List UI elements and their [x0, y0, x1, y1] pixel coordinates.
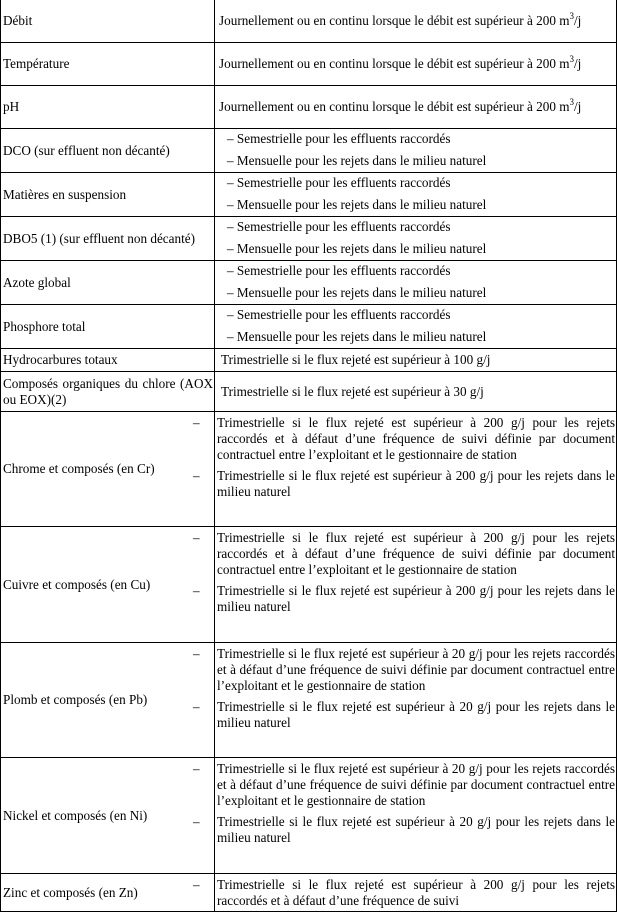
frequency-cell [215, 43, 617, 86]
frequency-item: – Mensuelle pour les rejets dans le milieu naturel [227, 153, 487, 168]
table-row [1, 129, 617, 173]
frequency-item: – Semestrielle pour les effluents raccordés [227, 219, 451, 234]
table-row [1, 305, 617, 349]
frequency-cell [193, 874, 617, 912]
frequency-cell [193, 758, 617, 874]
frequency-cell [215, 261, 617, 305]
table-row [1, 0, 617, 43]
parameter-cell: Phosphore total [1, 305, 215, 349]
parameter-cell: Zinc et composés (en Zn) [1, 874, 215, 912]
parameter-cell: Azote global [1, 261, 215, 305]
frequency-text: Trimestrielle si le flux rejeté est supérieur à 30 g/j [221, 383, 484, 399]
table-row [1, 43, 617, 86]
frequency-item: – Trimestrielle si le flux rejeté est supérieur à 200 g/j pour les rejets raccordés et à défaut d’une fréquence de suivi définie par document contractuel entre l’exploitant et le gestionnaire de station [193, 415, 615, 462]
parameter-cell: Nickel et composés (en Ni) [1, 758, 215, 874]
table-row [1, 643, 617, 758]
dash-bullet: – [193, 468, 200, 483]
parameter-cell: Matières en suspension [1, 173, 215, 217]
table-row [1, 412, 617, 527]
frequency-cell [215, 129, 617, 173]
parameter-cell: Débit [1, 0, 215, 43]
unit-exponent: 3 [569, 10, 574, 21]
frequency-item: – Trimestrielle si le flux rejeté est supérieur à 20 g/j pour les rejets dans le milieu naturel [193, 699, 615, 730]
dash-bullet: – [193, 646, 200, 661]
parameter-cell: pH [1, 86, 215, 129]
parameter-cell: DCO (sur effluent non décanté) [1, 129, 215, 173]
parameter-cell: Cuivre et composés (en Cu) [1, 527, 215, 643]
frequency-item: – Mensuelle pour les rejets dans le milieu naturel [227, 329, 487, 344]
frequency-cell [215, 0, 617, 43]
frequency-text: Journellement ou en continu lorsque le débit est supérieur à 200 $m^3/j$ [219, 10, 582, 28]
frequency-item: – Semestrielle pour les effluents raccordés [227, 307, 451, 322]
frequency-text: Trimestrielle si le flux rejeté est supérieur à 100 g/j [221, 352, 491, 367]
table-row [1, 372, 617, 412]
table-row [1, 349, 617, 372]
table-row [1, 261, 617, 305]
unit-exponent: 3 [569, 53, 574, 64]
frequency-cell [193, 643, 617, 758]
dash-bullet: – [193, 814, 200, 829]
unit-exponent: 3 [569, 96, 574, 107]
parameter-cell: Composés organiques du chlore (AOX ou EOX)(2) [1, 372, 215, 412]
parameter-cell: Température [1, 43, 215, 86]
frequency-item: – Trimestrielle si le flux rejeté est supérieur à 200 g/j pour les rejets dans le milieu naturel [193, 468, 615, 499]
frequency-item: – Semestrielle pour les effluents raccordés [227, 175, 451, 190]
dash-bullet: – [193, 415, 200, 430]
frequency-cell [193, 412, 617, 527]
frequency-item: – Mensuelle pour les rejets dans le milieu naturel [227, 285, 487, 300]
frequency-item: – Mensuelle pour les rejets dans le milieu naturel [227, 197, 487, 212]
table-row [1, 217, 617, 261]
table-row [1, 86, 617, 129]
dash-bullet: – [193, 877, 200, 892]
frequency-text: Journellement ou en continu lorsque le débit est supérieur à 200 $m^3/j$ [219, 53, 582, 71]
frequency-item: – Semestrielle pour les effluents raccordés [227, 131, 451, 146]
frequency-cell [215, 86, 617, 129]
frequency-cell [193, 527, 617, 643]
frequency-item: – Trimestrielle si le flux rejeté est supérieur à 20 g/j pour les rejets raccordés et à défaut d’une fréquence de suivi définie par document contractuel entre l’exploitant et le gestionnaire de station [193, 646, 615, 693]
frequency-cell [215, 173, 617, 217]
frequency-item: – Trimestrielle si le flux rejeté est supérieur à 200 g/j pour les rejets raccordés et à défaut d’une fréquence de suivi [193, 877, 615, 908]
frequency-cell [215, 217, 617, 261]
frequency-text: Journellement ou en continu lorsque le débit est supérieur à 200 $m^3/j$ [219, 96, 582, 114]
dash-bullet: – [193, 699, 200, 714]
dash-bullet: – [193, 583, 200, 598]
frequency-item: – Trimestrielle si le flux rejeté est supérieur à 20 g/j pour les rejets raccordés et à défaut d’une fréquence de suivi définie par document contractuel entre l’exploitant et le gestionnaire de station [193, 761, 615, 808]
frequency-item: – Trimestrielle si le flux rejeté est supérieur à 20 g/j pour les rejets dans le milieu naturel [193, 814, 615, 845]
dash-bullet: – [193, 761, 200, 776]
parameter-cell: Chrome et composés (en Cr) [1, 412, 215, 527]
parameter-cell: Hydrocarbures totaux [1, 349, 215, 372]
table-row [1, 874, 617, 912]
dash-bullet: – [193, 530, 200, 545]
frequency-item: – Trimestrielle si le flux rejeté est supérieur à 200 g/j pour les rejets raccordés et à défaut d’une fréquence de suivi définie par document contractuel entre l’exploitant et le gestionnaire de station [193, 530, 615, 577]
frequency-item: – Semestrielle pour les effluents raccordés [227, 263, 451, 278]
frequency-cell [215, 305, 617, 349]
frequency-cell [215, 372, 617, 412]
parameter-cell: DBO5 (1) (sur effluent non décanté) [1, 217, 215, 261]
parameter-cell: Plomb et composés (en Pb) [1, 643, 215, 758]
table-row [1, 173, 617, 217]
frequency-item: – Mensuelle pour les rejets dans le milieu naturel [227, 241, 487, 256]
frequency-item: – Trimestrielle si le flux rejeté est supérieur à 200 g/j pour les rejets dans le milieu naturel [193, 583, 615, 614]
frequency-cell [215, 349, 617, 372]
table-row [1, 527, 617, 643]
table-body [1, 0, 617, 912]
table-row [1, 758, 617, 874]
